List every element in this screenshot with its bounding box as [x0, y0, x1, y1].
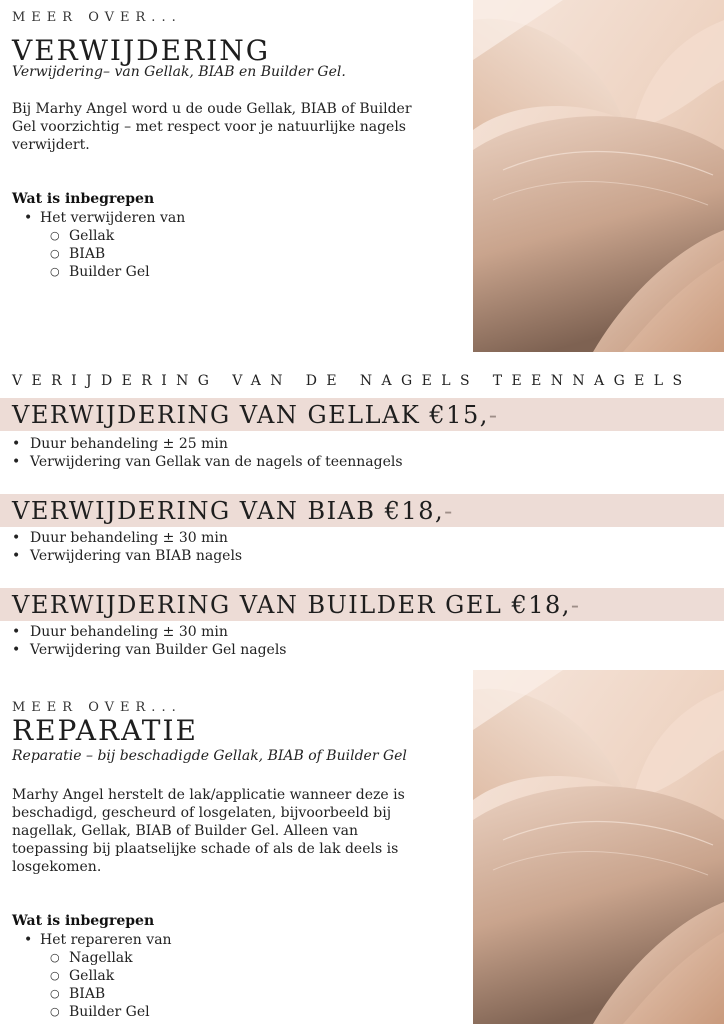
- list-item: ○ Gellak: [12, 967, 452, 985]
- list-item: • Het repareren van ○ Nagellak ○ Gellak ○ BIAB ○ Builder Gel: [12, 931, 452, 1021]
- list-item: ○ BIAB: [12, 245, 452, 263]
- section1-included-list: [12, 209, 452, 281]
- list-item: ○ Builder Gel: [12, 263, 452, 281]
- section2-included-list: [12, 931, 452, 1021]
- section2-kicker: MEER OVER...: [12, 700, 182, 715]
- section1-kicker: MEER OVER...: [12, 10, 182, 25]
- service-title-band: [0, 588, 724, 621]
- paragraph-line: Marhy Angel herstelt de lak/applicatie wanneer deze is: [12, 787, 405, 803]
- section2-included-heading: Wat is inbegrepen: [12, 913, 155, 929]
- paragraph-line: verwijdert.: [12, 137, 90, 153]
- list-item: • Verwijdering van BIAB nagels: [0, 547, 720, 565]
- section1-subtitle: Verwijdering– van Gellak, BIAB en Builder Gel.: [12, 64, 346, 80]
- list-item: ○ BIAB: [12, 985, 452, 1003]
- service-title: VERWIJDERING VAN BIAB €18,-: [12, 497, 454, 525]
- list-item: ○ Nagellak: [12, 949, 452, 967]
- section1-paragraph: [12, 100, 462, 154]
- list-item: ○ Gellak: [12, 227, 452, 245]
- category-heading: VERIJDERING VAN DE NAGELS TEENNAGELS: [12, 373, 692, 389]
- paragraph-line: toepassing bij plaatselijke schade of als de lak deels is: [12, 841, 399, 857]
- petal-image: [473, 0, 724, 352]
- paragraph-line: Bij Marhy Angel word u de oude Gellak, BIAB of Builder: [12, 101, 412, 117]
- service-title: VERWIJDERING VAN GELLAK €15,-: [12, 401, 499, 429]
- paragraph-line: beschadigd, gescheurd of losgelaten, bijvoorbeeld bij: [12, 805, 392, 821]
- paragraph-line: Gel voorzichtig – met respect voor je natuurlijke nagels: [12, 119, 406, 135]
- list-item: • Verwijdering van Builder Gel nagels: [0, 641, 720, 659]
- section1-included-heading: Wat is inbegrepen: [12, 191, 155, 207]
- list-item: • Duur behandeling ± 25 min: [0, 435, 720, 453]
- service-bullets: [0, 435, 720, 471]
- paragraph-line: losgekomen.: [12, 859, 102, 875]
- service-title-band: [0, 494, 724, 527]
- list-item: • Duur behandeling ± 30 min: [0, 529, 720, 547]
- section2-title: REPARATIE: [12, 714, 198, 747]
- section2-subtitle: Reparatie – bij beschadigde Gellak, BIAB of Builder Gel: [12, 748, 407, 764]
- list-item: • Verwijdering van Gellak van de nagels of teennagels: [0, 453, 720, 471]
- list-item: ○ Builder Gel: [12, 1003, 452, 1021]
- service-title: VERWIJDERING VAN BUILDER GEL €18,-: [12, 591, 581, 619]
- service-bullets: [0, 623, 720, 659]
- service-bullets: [0, 529, 720, 565]
- paragraph-line: nagellak, Gellak, BIAB of Builder Gel. Alleen van: [12, 823, 359, 839]
- petal-image: [473, 670, 724, 1024]
- section1-title: VERWIJDERING: [12, 34, 271, 67]
- service-title-band: [0, 398, 724, 431]
- list-item: • Het verwijderen van ○ Gellak ○ BIAB ○ Builder Gel: [12, 209, 452, 281]
- list-item: • Duur behandeling ± 30 min: [0, 623, 720, 641]
- section2-paragraph: [12, 786, 462, 876]
